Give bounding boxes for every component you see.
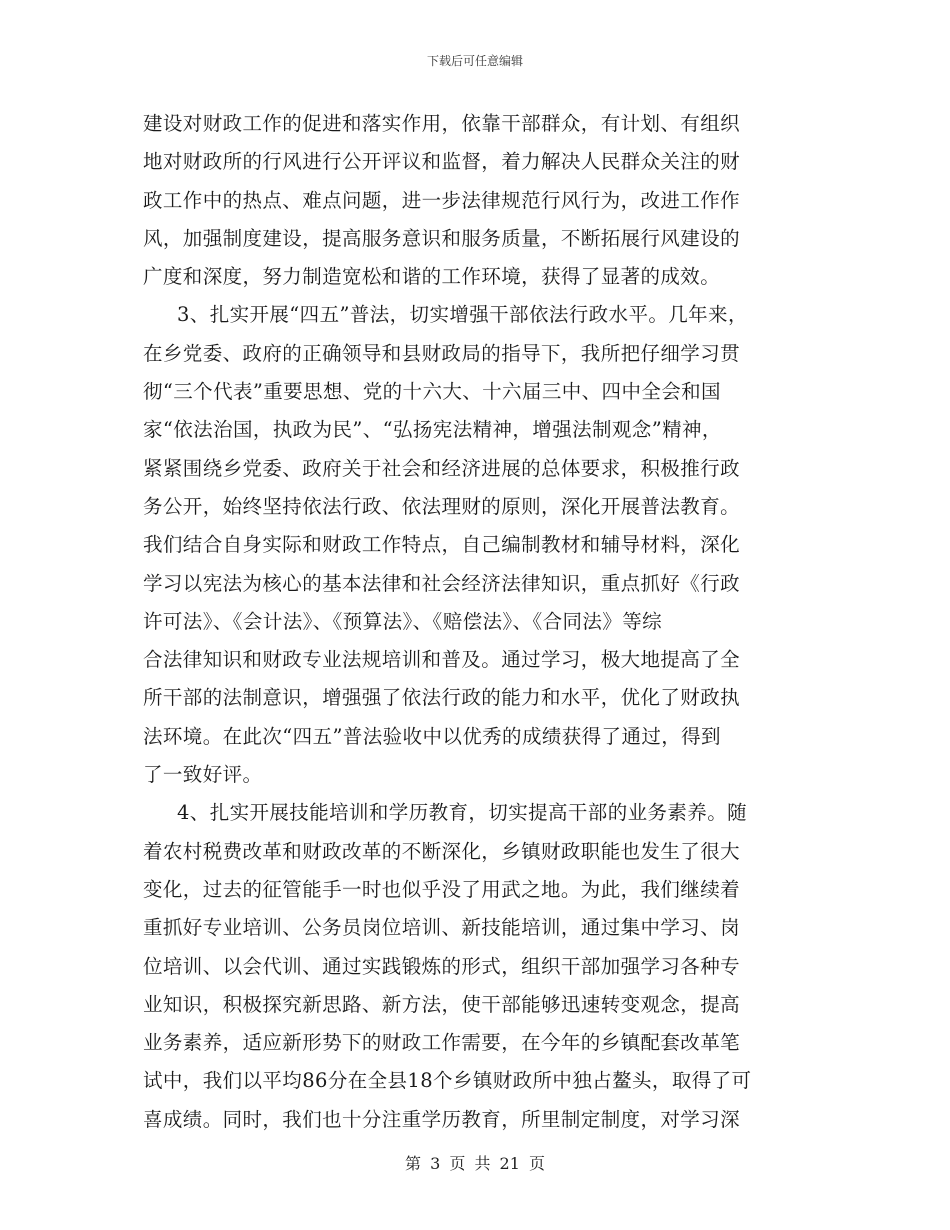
body-line: 务公开，始终坚持依法行政、依法理财的原则，深化开展普法教育。 [143, 494, 741, 518]
body-line: 喜成绩。同时，我们也十分注重学历教育，所里制定制度，对学习深 [143, 1107, 741, 1131]
body-line: 试中，我们以平均86分在全县18个乡镇财政所中独占鳌头，取得了可 [143, 1069, 752, 1093]
body-line: 彻“三个代表”重要思想、党的十六大、十六届三中、四中全会和国 [143, 380, 721, 404]
body-line: 业知识，积极探究新思路、新方法，使干部能够迅速转变观念，提高 [143, 992, 741, 1016]
body-line: 变化，过去的征管能手一时也似乎没了用武之地。为此，我们继续着 [143, 877, 741, 901]
body-line: 所干部的法制意识，增强强了依法行政的能力和水平，优化了财政执 [143, 686, 741, 710]
body-line: 地对财政所的行风进行公开评议和监督，着力解决人民群众关注的财 [143, 150, 741, 174]
body-line: 合法律知识和财政专业法规培训和普及。通过学习，极大地提高了全 [143, 648, 741, 672]
body-line: 位培训、以会代训、通过实践锻炼的形式，组织干部加强学习各种专 [143, 954, 741, 978]
body-line: 风，加强制度建设，提高服务意识和服务质量，不断拓展行风建设的 [143, 226, 741, 250]
body-line: 业务素养，适应新形势下的财政工作需要，在今年的乡镇配套改革笔 [143, 1031, 741, 1055]
body-line: 许可法》、《会计法》、《预算法》、《赔偿法》、《合同法》等综 [143, 609, 663, 633]
paragraph-start-line: 4、扎实开展技能培训和学历教育，切实提高干部的业务素养。随 [177, 801, 748, 825]
body-line: 学习以宪法为核心的基本法律和社会经济法律知识，重点抓好《行政 [143, 571, 741, 595]
body-line: 我们结合自身实际和财政工作特点，自己编制教材和辅导材料，深化 [143, 533, 741, 557]
body-line: 建设对财政工作的促进和落实作用，依靠干部群众，有计划、有组织 [143, 112, 741, 135]
body-line: 了一致好评。 [143, 763, 263, 787]
header-note: 下载后可任意编辑 [426, 54, 523, 68]
page-number: 第 3 页 共 21 页 [405, 1154, 545, 1173]
body-line: 政工作中的热点、难点问题，进一步法律规范行风行为，改进工作作 [143, 188, 741, 212]
body-line: 在乡党委、政府的正确领导和县财政局的指导下，我所把仔细学习贯 [143, 341, 741, 365]
body-line: 重抓好专业培训、公务员岗位培训、新技能培训，通过集中学习、岗 [143, 916, 741, 940]
body-line: 法环境。在此次“四五”普法验收中以优秀的成绩获得了通过，得到 [143, 724, 721, 748]
body-line: 紧紧围绕乡党委、政府关于社会和经济进展的总体要求，积极推行政 [143, 456, 741, 480]
body-line: 着农村税费改革和财政改革的不断深化，乡镇财政职能也发生了很大 [143, 839, 741, 863]
document-body [143, 105, 823, 1139]
body-line: 家“依法治国，执政为民”、“弘扬宪法精神，增强法制观念”精神， [143, 418, 722, 442]
paragraph-start-line: 3、扎实开展“四五”普法，切实增强干部依法行政水平。几年来， [177, 303, 748, 327]
body-line: 广度和深度，努力制造宽松和谐的工作环境，获得了显著的成效。 [143, 265, 721, 289]
